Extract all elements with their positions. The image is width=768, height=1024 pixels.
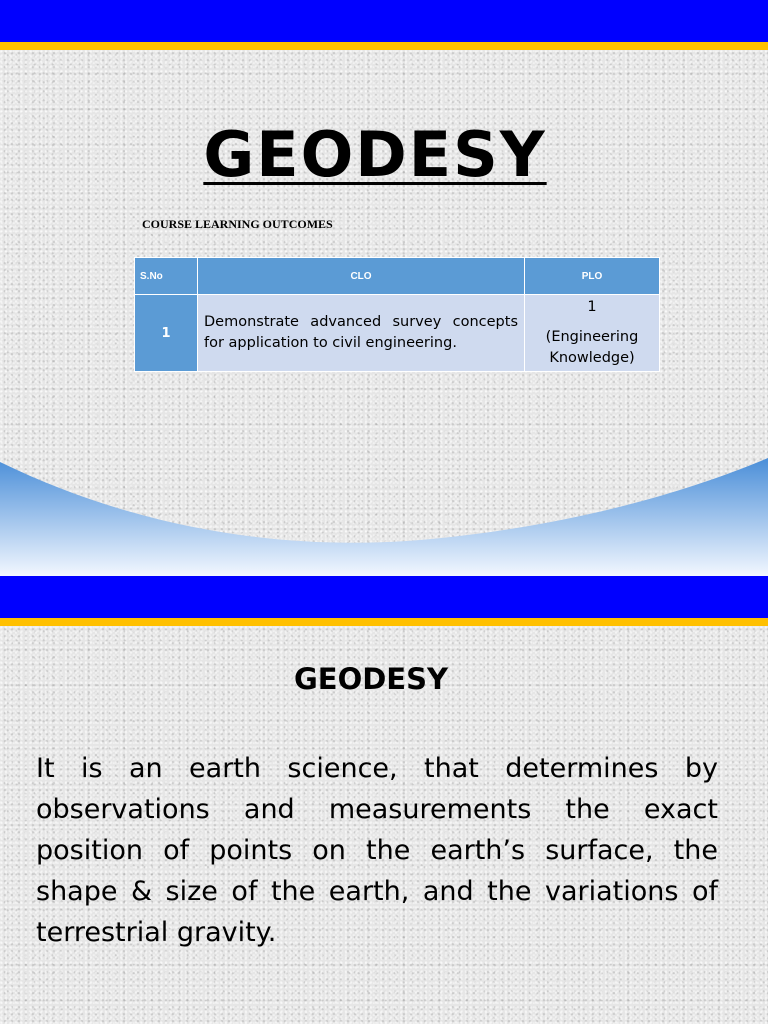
plo-number: 1 [587,299,597,315]
header-band [0,576,768,618]
slide-title [0,118,750,191]
header-plo: PLO [525,258,660,295]
table-header-row [135,258,660,295]
header-clo: CLO [198,258,525,295]
header-sno: S.No [135,258,198,295]
table-row [135,295,660,372]
slide-title: GEODESY [293,662,449,696]
header-band [0,0,768,42]
slide-title-text: GEODESY [203,118,547,191]
header-stripe [0,42,768,50]
table-subheading: COURSE LEARNING OUTCOMES [142,217,333,231]
cell-clo: Demonstrate advanced survey concepts for application to civil engineering. [198,295,525,372]
header-stripe [0,618,768,626]
clo-table [134,257,660,372]
plo-label: (Engineering Knowledge) [545,329,639,366]
definition-paragraph: It is an earth science, that determines by observations and measurements the exact position of points on the earth’s surface, the shape & size of the earth, and the variations of terrestrial gravity. [36,753,718,948]
wave-decoration [0,440,768,576]
slide-2 [0,576,768,1024]
cell-sno: 1 [135,295,198,372]
cell-plo [525,295,660,372]
